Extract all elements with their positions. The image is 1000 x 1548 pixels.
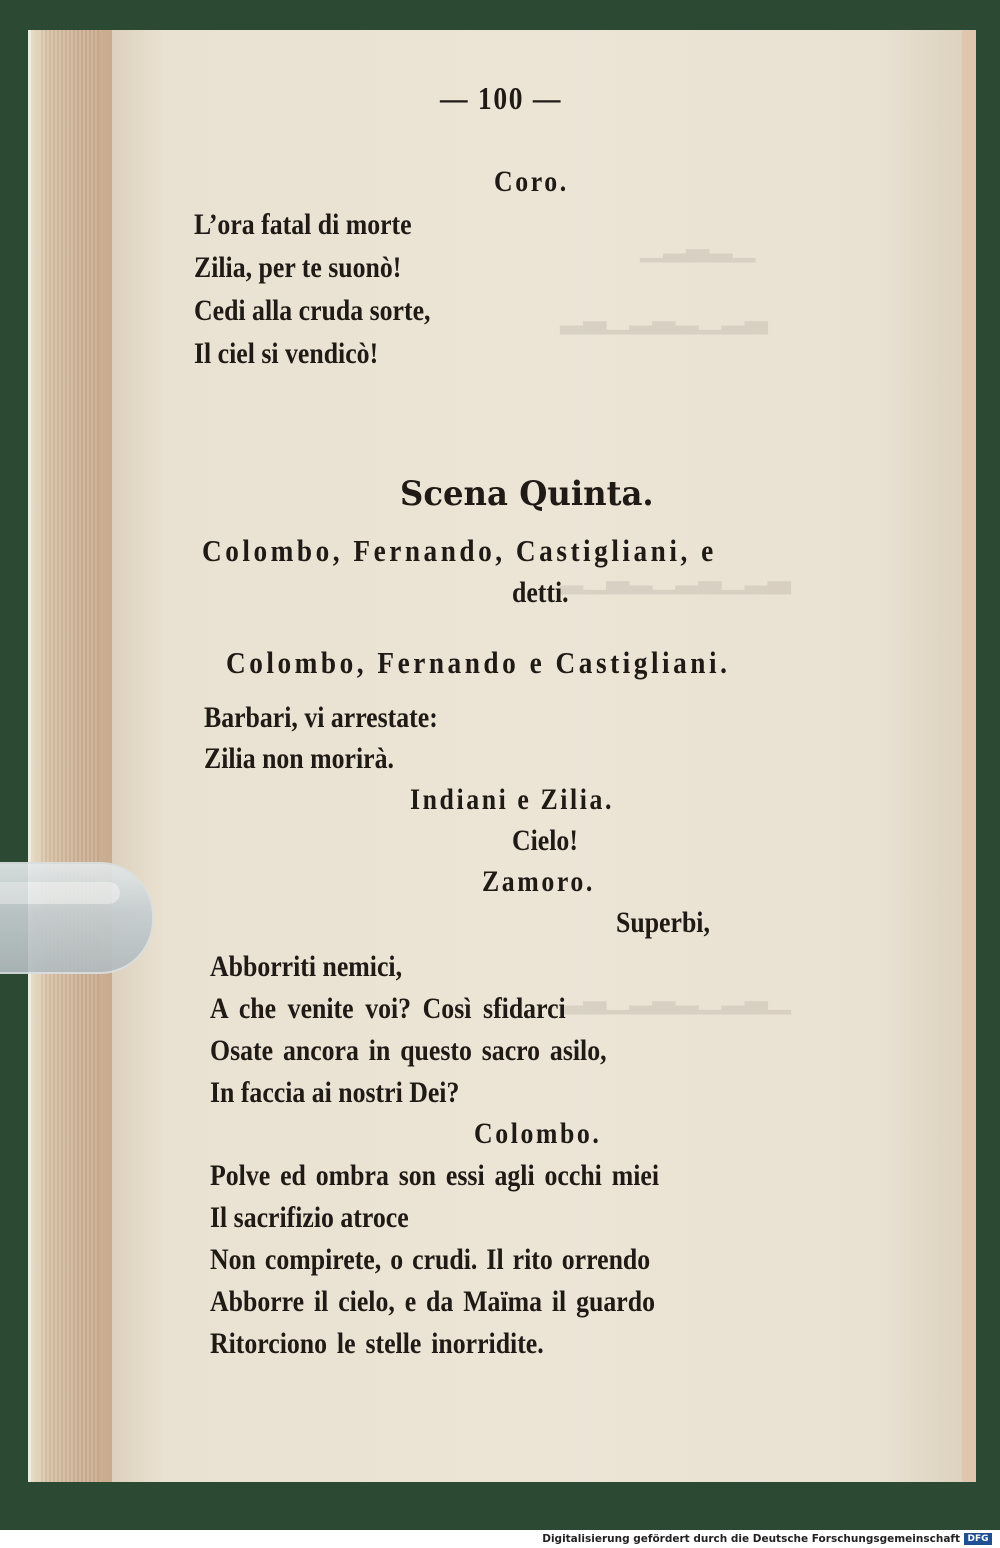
page-stack-edge [28,30,117,1482]
page-right-edge [962,30,976,1482]
speaker-label: Colombo, Fernando e Castigliani. [226,645,731,680]
verse-line: Zilia non morirà. [204,742,394,775]
verse-line: Non compirete, o crudi. Il rito orrendo [210,1243,651,1276]
verse-line: Cielo! [512,824,578,857]
dfg-logo: DFG [964,1533,992,1545]
verse-line: Barbari, vi arrestate: [204,701,438,734]
stage-direction: detti. [512,576,569,609]
verse-line: In faccia ai nostri Dei? [210,1076,460,1109]
verse-line: A che venite voi? Così sfidarci [210,992,566,1025]
verse-line: Ritorciono le stelle inorridite. [210,1327,544,1360]
page-holder-finger [0,862,154,974]
verse-line: Abborriti nemici, [210,950,403,983]
bleed-through: ▂▃▁▂▃▂▁▂▃ [560,300,768,335]
verse-line: Cedi alla cruda sorte, [194,294,431,327]
verse-line: L’ora fatal di morte [194,208,412,241]
bleed-through: ▂▁▃▂▁▂▃▁▂▃ [560,560,791,595]
verse-line: Abborre il cielo, e da Maïma il guardo [210,1285,655,1318]
verse-line: Il ciel si vendicò! [194,337,379,370]
verse-line: Superbi, [616,906,710,939]
verse-line: Zilia, per te suonò! [194,251,402,284]
speaker-label: Indiani e Zilia. [410,783,615,816]
page-number: — 100 — [440,80,563,116]
verse-line: Il sacrifizio atroce [210,1201,409,1234]
speaker-label: Colombo. [474,1117,602,1150]
bleed-through: ▂▃▁▂▃▂▁▂▃▁ [560,980,791,1015]
verse-line: Osate ancora in questo sacro asilo, [210,1034,607,1067]
scene-heading: Scena Quinta. [400,474,654,514]
speaker-label: Coro. [494,165,569,198]
stage-direction: Colombo, Fernando, Castigliani, e [202,533,717,568]
verse-line: Polve ed ombra son essi agli occhi miei [210,1159,660,1192]
bleed-through: ▁▂▃▂▁ [640,228,756,263]
speaker-label: Zamoro. [482,865,595,898]
footer-credit: Digitalisierung gefördert durch die Deutsche Forschungsgemeinschaft [542,1533,960,1545]
